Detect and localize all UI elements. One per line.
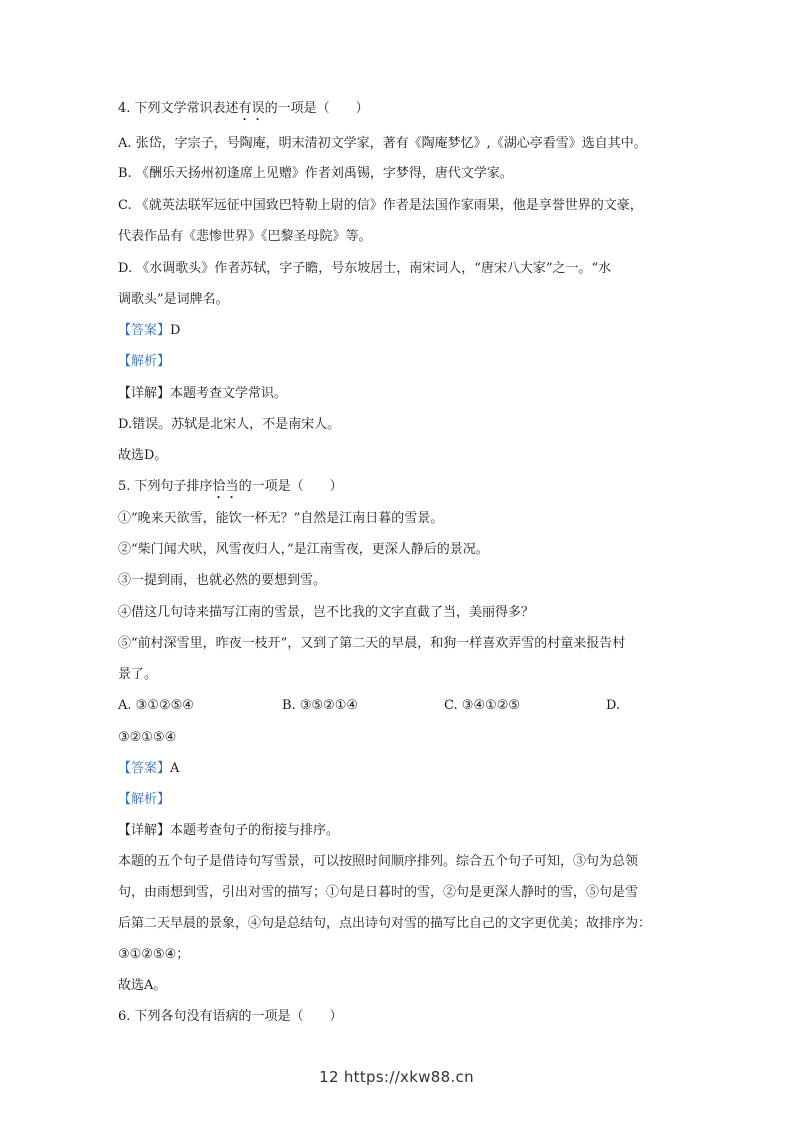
q4-stem-tail: 的一项是（ ） [264,101,369,116]
q5-detail-text: 本题考查句子的衔接与排序。 [170,823,340,838]
q4-analysis-tag: 【解析】 [118,354,171,369]
q5-sentence-2: ②“柴门闻犬吠，风雪夜归人，”是江南雪夜，更深人静后的景况。 [118,542,489,557]
q4-option-d-line1: D. 《水调歌头》作者苏轼，字子瞻，号东坡居士，南宋词人，“唐宋八大家”之一。“水 [118,261,612,276]
q5-sentence-3: ③一提到雨，也就必然的要想到雪。 [118,573,327,588]
q5-stem-tail: 的一项是（ ） [238,479,343,494]
q4-detail [118,385,678,403]
q4-answer-tag: 【答案】 [118,323,171,338]
q5-explanation-line3: 后第二天早晨的景象，④句是总结句，点出诗句对雪的描写比自己的文字更优美；故排序为： [118,916,652,931]
q4-detail-text: 本题考查文学常识。 [170,386,288,401]
q5-option-d-value: ③②①⑤④ [118,730,177,745]
q5-analysis-tag: 【解析】 [118,792,171,807]
q5-stem-text: 5. 下列句子排序 [118,479,213,494]
q5-sentence-5-line2: 景了。 [118,667,158,682]
q4-explanation: D.错误。苏轼是北宋人，不是南宋人。 [118,417,341,432]
q5-explanation-line2: 句，由雨想到雪，引出对雪的描写；①句是日暮时的雪，②句是更深人静时的雪，⑤句是雪 [118,885,639,900]
q5-stem [118,478,678,502]
q4-detail-tag: 【详解】 [118,386,171,401]
q5-option-b: B. ③⑤②①④ [282,698,359,713]
q4-option-d-line2: 调歌头”是词牌名。 [118,292,229,307]
q4-answer [118,322,678,340]
page-footer [0,1068,793,1086]
q5-explanation-line1: 本题的五个句子是借诗句写雪景，可以按照时间顺序排列。综合五个句子可知，③句为总领 [118,854,639,869]
q5-sentence-5-line1: ⑤“前村深雪里，昨夜一枝开”，又到了第二天的早晨，和狗一样喜欢弄雪的村童来报告村 [118,636,626,651]
q4-answer-value: D [170,323,181,338]
footer-url[interactable]: https://xkw88.cn [343,1068,474,1086]
q4-stem [118,100,678,124]
q5-detail [118,822,678,840]
q4-stem-emphasis: 有误 [238,101,265,116]
q4-option-a: A. 张岱，字宗子，号陶庵，明末清初文学家，著有《陶庵梦忆》,《湖心亭看雪》选自其中。 [118,136,647,151]
q5-sentence-4: ④借这几句诗来描写江南的雪景，岂不比我的文字直截了当，美丽得多？ [118,605,535,620]
q5-sentence-1: ①“晚来天欲雪，能饮一杯无？”自然是江南日暮的雪景。 [118,511,444,526]
q4-option-b: B. 《酬乐天扬州初逢席上见赠》作者刘禹锡，字梦得，唐代文学家。 [118,166,513,181]
q5-detail-tag: 【详解】 [118,823,171,838]
page-number: 12 [319,1068,339,1086]
q5-answer-tag: 【答案】 [118,761,171,776]
q4-stem-text: 4. 下列文学常识表述 [118,101,239,116]
q4-option-c-line1: C. 《就英法联军远征中国致巴特勒上尉的信》作者是法国作家雨果，他是享誉世界的文豪， [118,198,643,213]
q6-stem: 6. 下列各句没有语病的一项是（ ） [118,1009,343,1024]
q5-conclusion: 故选A。 [118,978,167,993]
q5-option-a: A. ③①②⑤④ [118,698,194,713]
q5-option-d-label: D. [606,698,621,713]
q4-conclusion: 故选D。 [118,448,168,463]
q5-explanation-line4: ③①②⑤④； [118,947,190,962]
q5-answer-value: A [170,761,180,776]
q4-option-c-line2: 代表作品有《悲惨世界》《巴黎圣母院》等。 [118,229,372,244]
q5-option-c: C. ③④①②⑤ [444,698,521,713]
q5-answer [118,760,678,778]
q5-stem-emphasis: 恰当 [212,479,239,494]
